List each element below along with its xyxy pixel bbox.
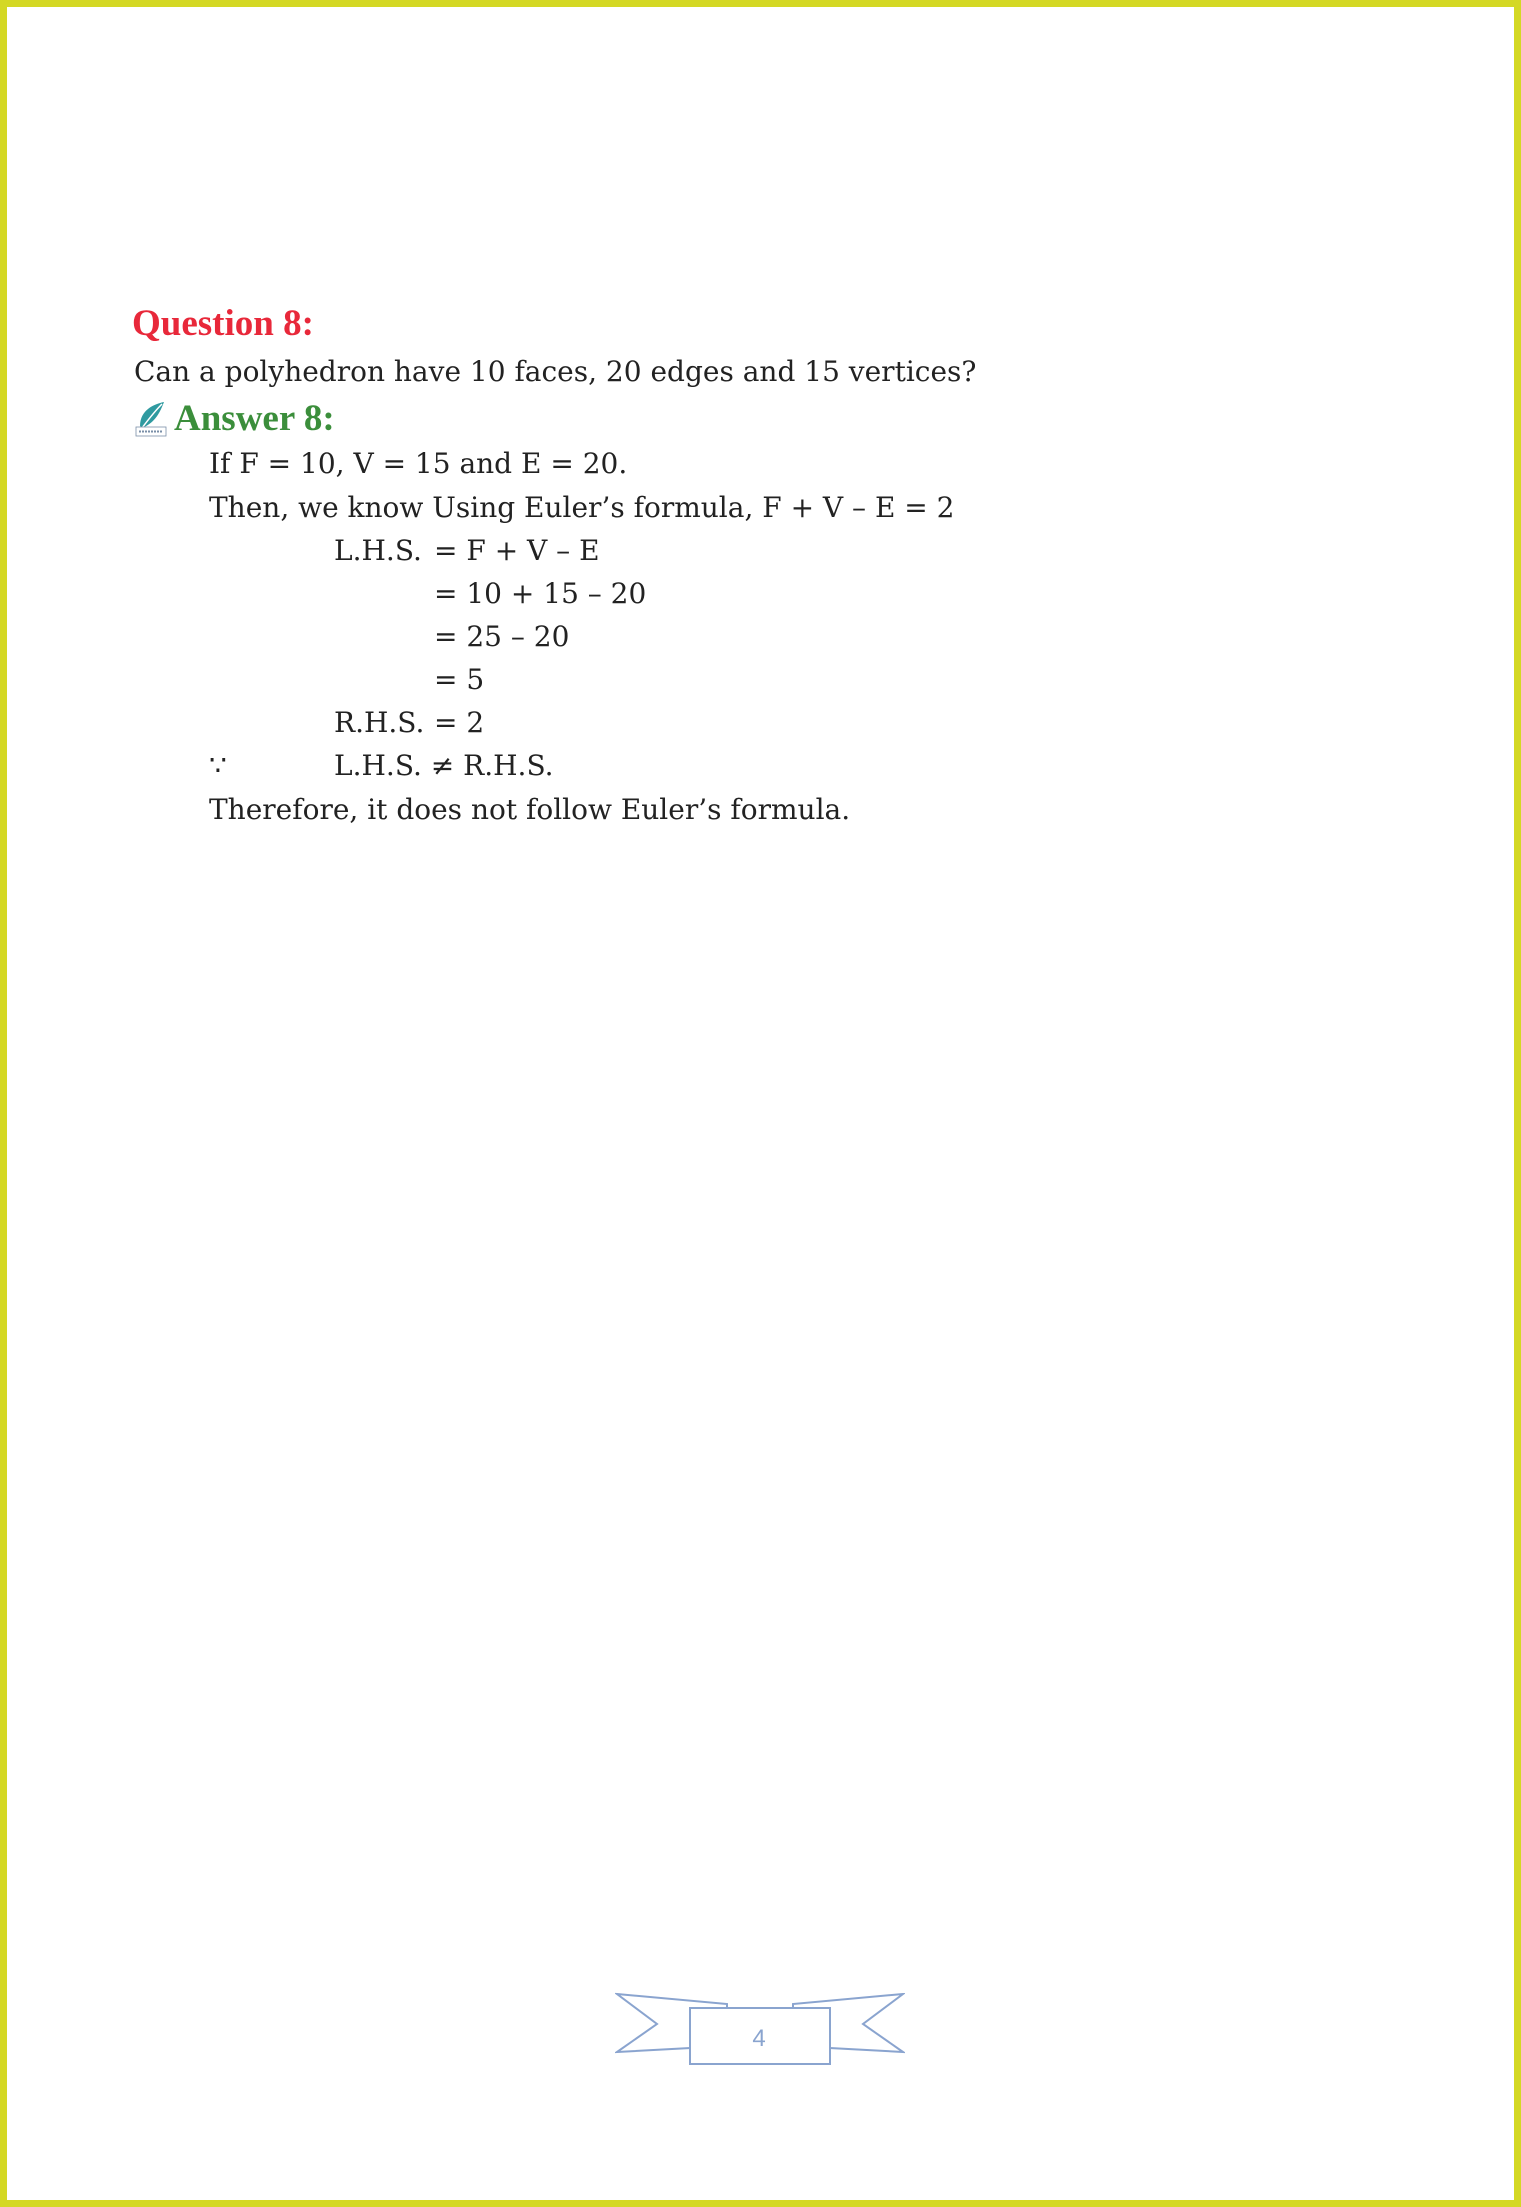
question-heading: Question 8: (132, 303, 314, 344)
lhs-step-1: = F + V – E (434, 534, 600, 567)
answer-label: Answer 8: (174, 398, 335, 439)
because-symbol: ∵ (209, 749, 227, 782)
answer-heading (134, 393, 335, 445)
answer-line-2: Then, we know Using Euler’s formula, F + V – E = 2 (209, 491, 955, 524)
leaf-logo-icon (134, 400, 168, 438)
question-text: Can a polyhedron have 10 faces, 20 edges and 15 vertices? (134, 355, 977, 388)
lhs-step-3: = 25 – 20 (434, 620, 570, 653)
rhs-value: = 2 (434, 706, 485, 739)
answer-line-1: If F = 10, V = 15 and E = 20. (209, 447, 628, 480)
lhs-step-2: = 10 + 15 – 20 (434, 577, 647, 610)
lhs-label: L.H.S. (334, 534, 422, 567)
page-number: 4 (752, 2025, 766, 2052)
rhs-label: R.H.S. (334, 706, 425, 739)
conclusion-text: Therefore, it does not follow Euler’s formula. (209, 793, 851, 826)
inequality-statement: L.H.S. ≠ R.H.S. (334, 749, 554, 782)
lhs-step-4: = 5 (434, 663, 485, 696)
